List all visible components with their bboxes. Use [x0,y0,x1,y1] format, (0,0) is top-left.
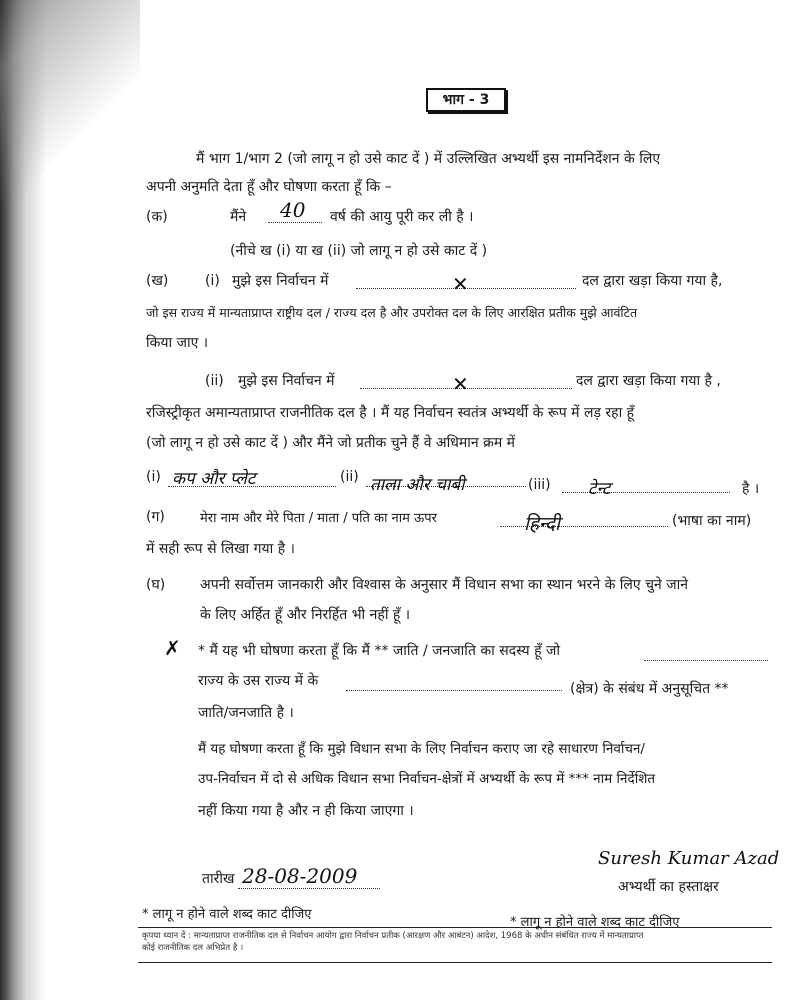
party-ii-cross-mark: ✕ [452,372,469,396]
clause-kha-i-suffix: दल द्वारा खड़ा किया गया है, [582,273,723,289]
clause-kha-i-line2: जो इस राज्य में मान्यताप्राप्त राष्ट्रीय दल / राज्य दल है और उपरोक्त दल के लिए आरक्षित प्रतीक मुझे आवंटित [146,305,638,320]
symbol-iii-label: (iii) [528,477,551,493]
signature-label: अभ्यर्थी का हस्ताक्षर [618,879,719,895]
clause-kha-i-label: (i) [205,273,220,289]
caste-dotted-line-1 [644,660,768,661]
party-i-cross-mark: ✕ [452,272,469,296]
symbol-iii-handwritten: टेन्ट [588,479,611,499]
intro-line-1: मैं भाग 1/भाग 2 (जो लागू न हो उसे काट दें ) में उल्लिखित अभ्यर्थी इस नामनिर्देशन के लिए [196,151,661,167]
clause-ka-prefix: मैंने [230,209,247,225]
caste-strike-mark: ✗ [164,636,181,660]
caste-line-2-prefix: राज्य के उस राज्य में के [198,673,319,689]
clause-kha-ii-line2: रजिस्ट्रीकृत अमान्यताप्राप्त राजनीतिक दल है । मैं यह निर्वाचन स्वतंत्र अभ्यर्थी के रूप में लड़ रहा हूँ [146,405,635,421]
caste-line-1: * मैं यह भी घोषणा करता हूँ कि मैं ** जाति / जनजाति का सदस्य हूँ जो [198,643,561,659]
clause-ga-marker: (ग) [146,509,165,525]
footer-fine-line-1: कृपया ध्यान दें : मान्यताप्राप्त राजनीतिक दल से निर्वाचन आयोग द्वारा निर्वाचन प्रतीक (आरक्षण और आबंटन) आदेश, 1968 के अधीन संबंधित राज्य में मान्यताप्राप्त [142,931,644,941]
symbol-i-label: (i) [146,469,161,485]
part-title-box: भाग - 3 [426,88,506,112]
clause-ga-suffix: (भाषा का नाम) [672,513,752,529]
clause-kha-ii-suffix: दल द्वारा खड़ा किया गया है , [576,373,721,389]
scan-shadow-corner [0,0,140,260]
caste-line-3: जाति/जनजाति है । [198,705,294,721]
clause-kha-i-line3: किया जाए । [146,335,209,351]
clause-gha-line2: के लिए अर्हित हूँ और निरर्हित भी नहीं हूँ । [200,607,411,623]
age-dotted-line [268,222,322,223]
clause-ka-marker: (क) [146,209,168,225]
footer-note-right: * लागू न होने वाले शब्द काट दीजिए [510,915,680,930]
symbols-end: है । [742,481,760,497]
clause-kha-marker: (ख) [146,273,169,289]
constituency-line-3: नहीं किया गया है और न ही किया जाएगा । [198,803,414,819]
date-dotted-line [238,888,380,889]
clause-kha-i-prefix: मुझे इस निर्वाचन में [232,273,329,289]
intro-line-2: अपनी अनुमति देता हूँ और घोषणा करता हूँ कि – [146,179,392,195]
date-label: तारीख [202,871,235,887]
age-handwritten: 40 [280,198,306,222]
clause-gha-marker: (घ) [146,577,166,593]
clause-ga-line2: में सही रूप से लिखा गया है । [146,541,295,557]
caste-dotted-line-2 [346,690,562,691]
constituency-line-2: उप-निर्वाचन में दो से अधिक विधान सभा निर्वाचन-क्षेत्रों में अभ्यर्थी के रूप में *** नाम निर्देशित [198,771,656,787]
symbol-ii-label: (ii) [340,469,359,485]
clause-kha-ii-line3: (जो लागू न हो उसे काट दें ) और मैंने जो प्रतीक चुने हैं वे अधिमान क्रम में [146,435,516,451]
caste-line-2-suffix: (क्षेत्र) के संबंध में अनुसूचित ** [570,681,729,697]
clause-ka-suffix: वर्ष की आयु पूरी कर ली है । [330,209,474,225]
symbol-i-handwritten: कप और प्लेट [172,469,256,489]
candidate-signature: Suresh Kumar Azad [598,848,780,869]
date-handwritten: 28-08-2009 [242,864,358,888]
clause-ka-instruction: (नीचे ख (i) या ख (ii) जो लागू न हो उसे काट दें ) [230,243,488,259]
symbol-ii-handwritten: ताला और चाबी [370,475,465,495]
constituency-line-1: मैं यह घोषणा करता हूँ कि मुझे विधान सभा के लिए निर्वाचन कराए जा रहे साधारण निर्वाचन/ [198,741,645,757]
clause-gha-line1: अपनी सर्वोत्तम जानकारी और विश्वास के अनुसार मैं विधान सभा का स्थान भरने के लिए चुने जाने [200,577,688,593]
footer-note-left: * लागू न होने वाले शब्द काट दीजिए [142,907,312,922]
language-handwritten: हिन्दी [524,513,560,535]
footer-rule-bottom [138,962,772,963]
clause-kha-ii-prefix: मुझे इस निर्वाचन में [238,373,335,389]
clause-kha-ii-label: (ii) [205,373,224,389]
footer-fine-line-2: कोई राजनीतिक दल अभिप्रेत है । [142,943,244,953]
footer-rule-top [138,927,772,928]
clause-ga-prefix: मेरा नाम और मेरे पिता / माता / पति का नाम ऊपर [200,511,437,526]
